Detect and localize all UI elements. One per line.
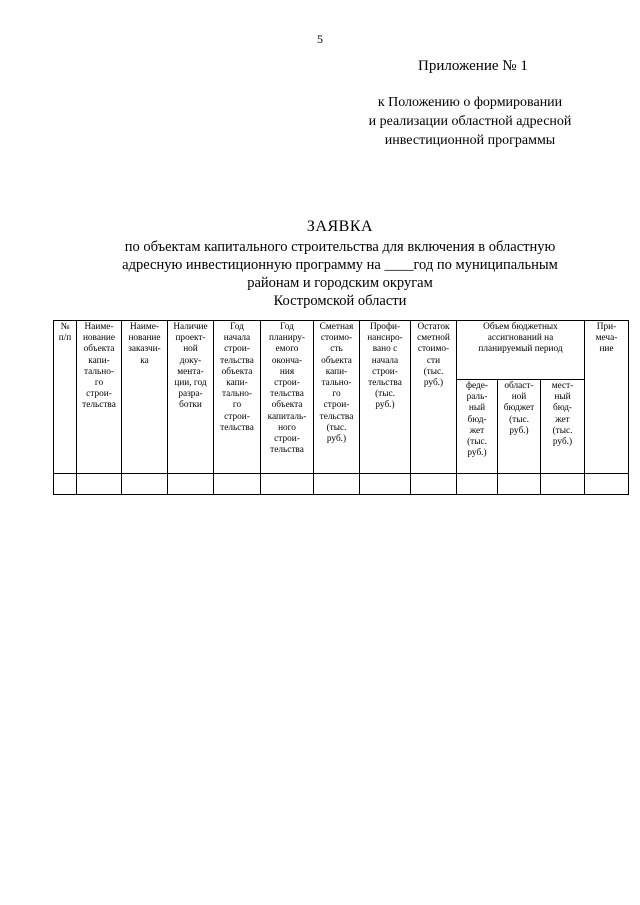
subtitle-line: инвестиционной программы bbox=[384, 133, 556, 148]
header-text-line: бюджет bbox=[503, 403, 535, 414]
header-cell-number bbox=[54, 321, 77, 474]
header-text-line: тельства bbox=[368, 378, 402, 389]
table-cell[interactable] bbox=[585, 474, 629, 495]
header-cell-estimated-cost bbox=[314, 321, 360, 474]
table-row bbox=[54, 474, 629, 495]
header-text-line: оконча- bbox=[271, 355, 303, 366]
header-text-line: сть bbox=[330, 344, 343, 355]
header-text-line: го bbox=[94, 378, 104, 389]
header-text-line: нование bbox=[82, 333, 116, 344]
header-text-line: руб.) bbox=[326, 434, 347, 445]
header-cell-end-year bbox=[261, 321, 314, 474]
header-cell-budget-group bbox=[457, 321, 585, 380]
header-cell-object-name bbox=[77, 321, 122, 474]
table-cell[interactable] bbox=[54, 474, 77, 495]
header-text-line: стоимо- bbox=[320, 333, 353, 344]
header-text-line: строи- bbox=[86, 389, 112, 400]
header-text-line: нансиро- bbox=[367, 333, 403, 344]
header-cell-start-year bbox=[214, 321, 261, 474]
header-text-line: тельства bbox=[82, 400, 116, 411]
title-line: Костромской области bbox=[273, 293, 407, 309]
header-text-line: го bbox=[332, 389, 341, 400]
header-text-line: (тыс. bbox=[509, 414, 529, 425]
appendix-subtitle bbox=[348, 93, 592, 150]
header-text-line: мест- bbox=[551, 381, 574, 391]
table-cell[interactable] bbox=[214, 474, 261, 495]
header-text-line: строи- bbox=[274, 434, 300, 445]
header-text-line: При- bbox=[596, 322, 617, 332]
header-text-line: го bbox=[232, 400, 242, 411]
header-text-line: капи- bbox=[325, 366, 348, 377]
header-text-line: Наличие bbox=[173, 322, 208, 332]
header-text-line: жет bbox=[469, 425, 485, 436]
header-text-line: доку- bbox=[179, 355, 202, 366]
header-text-line: объекта bbox=[221, 366, 253, 377]
appendix-label: Приложение № 1 bbox=[418, 58, 528, 74]
header-cell-regional-budget bbox=[498, 380, 541, 474]
page-number: 5 bbox=[317, 32, 323, 46]
header-cell-remaining-cost bbox=[411, 321, 457, 474]
table-cell[interactable] bbox=[541, 474, 585, 495]
header-text-line: (тыс. bbox=[423, 366, 444, 377]
subtitle-line: к Положению о формировании bbox=[377, 95, 563, 110]
header-text-line: ка bbox=[140, 355, 149, 366]
header-text-line: Объем бюджетных bbox=[483, 322, 558, 332]
header-text-line: ного bbox=[278, 422, 296, 433]
header-text-line: тельства bbox=[220, 422, 254, 433]
header-text-line: руб.) bbox=[375, 400, 395, 411]
header-text-line: феде- bbox=[466, 381, 488, 391]
header-text-line: строи- bbox=[224, 411, 250, 422]
header-text-line: емого bbox=[275, 344, 299, 355]
application-table bbox=[53, 320, 629, 495]
header-text-line: нование bbox=[128, 333, 161, 344]
header-text-line: ние bbox=[599, 344, 614, 355]
header-text-line: вано с bbox=[372, 344, 398, 355]
header-cell-federal-budget bbox=[457, 380, 498, 474]
header-text-line: тельства bbox=[270, 389, 304, 400]
header-text-line: проект- bbox=[175, 333, 206, 344]
table-cell[interactable] bbox=[457, 474, 498, 495]
header-cell-notes bbox=[585, 321, 629, 474]
header-cell-financed bbox=[360, 321, 411, 474]
header-text-line: стоимо- bbox=[417, 344, 450, 355]
header-text-line: ния bbox=[279, 366, 295, 377]
header-text-line: тельства bbox=[220, 355, 254, 366]
header-cell-local-budget bbox=[541, 380, 585, 474]
header-text-line: объекта bbox=[321, 355, 352, 366]
header-text-line: Год bbox=[280, 322, 294, 332]
header-text-line: тельства bbox=[270, 445, 304, 456]
header-text-line: руб.) bbox=[423, 378, 444, 389]
header-text-line: мента- bbox=[177, 366, 204, 377]
header-text-line: капиталь- bbox=[267, 411, 307, 422]
header-text-line: планиру- bbox=[269, 333, 305, 344]
header-text-line: Сметная bbox=[319, 322, 354, 332]
subtitle-line: и реализации областной адресной bbox=[368, 114, 572, 129]
header-text-line: капи- bbox=[226, 378, 248, 389]
title-line: адресную инвестиционную программу на ____год по муниципальным bbox=[122, 257, 558, 273]
header-text-line: бюд- bbox=[552, 403, 573, 414]
header-text-line: Наиме- bbox=[130, 322, 159, 332]
table-cell[interactable] bbox=[122, 474, 168, 495]
header-text-line: Остаток bbox=[417, 322, 450, 332]
header-text-line: (тыс. bbox=[467, 437, 487, 448]
header-text-line: объекта bbox=[271, 400, 303, 411]
header-text-line: начала bbox=[223, 333, 251, 344]
table-cell[interactable] bbox=[77, 474, 122, 495]
header-text-line: заказчи- bbox=[128, 344, 161, 355]
header-text-line: руб.) bbox=[467, 448, 487, 459]
header-text-line: Наиме- bbox=[84, 322, 114, 332]
header-text-line: ный bbox=[554, 392, 571, 403]
header-text-line: объекта bbox=[83, 344, 115, 355]
header-text-line: тельства bbox=[319, 411, 354, 422]
header-text-line: тально- bbox=[84, 366, 114, 377]
table-cell[interactable] bbox=[261, 474, 314, 495]
header-text-line: № bbox=[60, 322, 70, 332]
header-text-line: ции, год bbox=[174, 378, 207, 389]
header-cell-customer-name bbox=[122, 321, 168, 474]
header-text-line: руб.) bbox=[552, 437, 573, 448]
header-text-line: строи- bbox=[224, 344, 250, 355]
table-header-row bbox=[54, 321, 629, 380]
header-text-line: сметной bbox=[417, 333, 450, 344]
table-cell[interactable] bbox=[168, 474, 214, 495]
header-text-line: разра- bbox=[178, 389, 203, 400]
header-text-line: ной bbox=[183, 344, 198, 355]
header-text-line: строи- bbox=[274, 378, 300, 389]
header-text-line: руб.) bbox=[509, 425, 529, 436]
header-text-line: планируемый период bbox=[478, 344, 563, 355]
document-title-block bbox=[110, 218, 570, 310]
header-text-line: раль- bbox=[466, 392, 488, 403]
table-cell[interactable] bbox=[314, 474, 360, 495]
table-cell[interactable] bbox=[360, 474, 411, 495]
header-text-line: строи- bbox=[323, 400, 350, 411]
header-text-line: сти bbox=[426, 355, 441, 366]
header-text-line: ной bbox=[511, 392, 527, 403]
header-text-line: Год bbox=[230, 322, 244, 332]
header-text-line: строи- bbox=[372, 366, 398, 377]
header-text-line: Профи- bbox=[369, 322, 401, 332]
header-text-line: бюд- bbox=[467, 414, 487, 425]
title-line: по объектам капитального строительства для включения в областную bbox=[124, 239, 556, 255]
title-line: районам и городским округам bbox=[247, 275, 433, 291]
header-text-line: (тыс. bbox=[552, 425, 573, 436]
header-text-line: (тыс. bbox=[375, 389, 395, 400]
header-text-line: ассигнований на bbox=[487, 333, 554, 344]
header-text-line: ботки bbox=[179, 400, 202, 411]
header-text-line: тально- bbox=[222, 389, 252, 400]
header-text-line: жет bbox=[555, 414, 570, 425]
header-text-line: област- bbox=[504, 381, 534, 391]
header-text-line: начала bbox=[371, 355, 399, 366]
header-cell-design-docs bbox=[168, 321, 214, 474]
header-text-line: (тыс. bbox=[326, 422, 347, 433]
header-text-line: тально- bbox=[321, 378, 352, 389]
header-text-line: капи- bbox=[88, 355, 110, 366]
table-cell[interactable] bbox=[498, 474, 541, 495]
document-title: ЗАЯВКА bbox=[306, 218, 374, 235]
header-text-line: меча- bbox=[595, 333, 618, 344]
header-text-line: ный bbox=[468, 403, 486, 414]
header-text-line: п/п bbox=[58, 333, 72, 344]
table-cell[interactable] bbox=[411, 474, 457, 495]
